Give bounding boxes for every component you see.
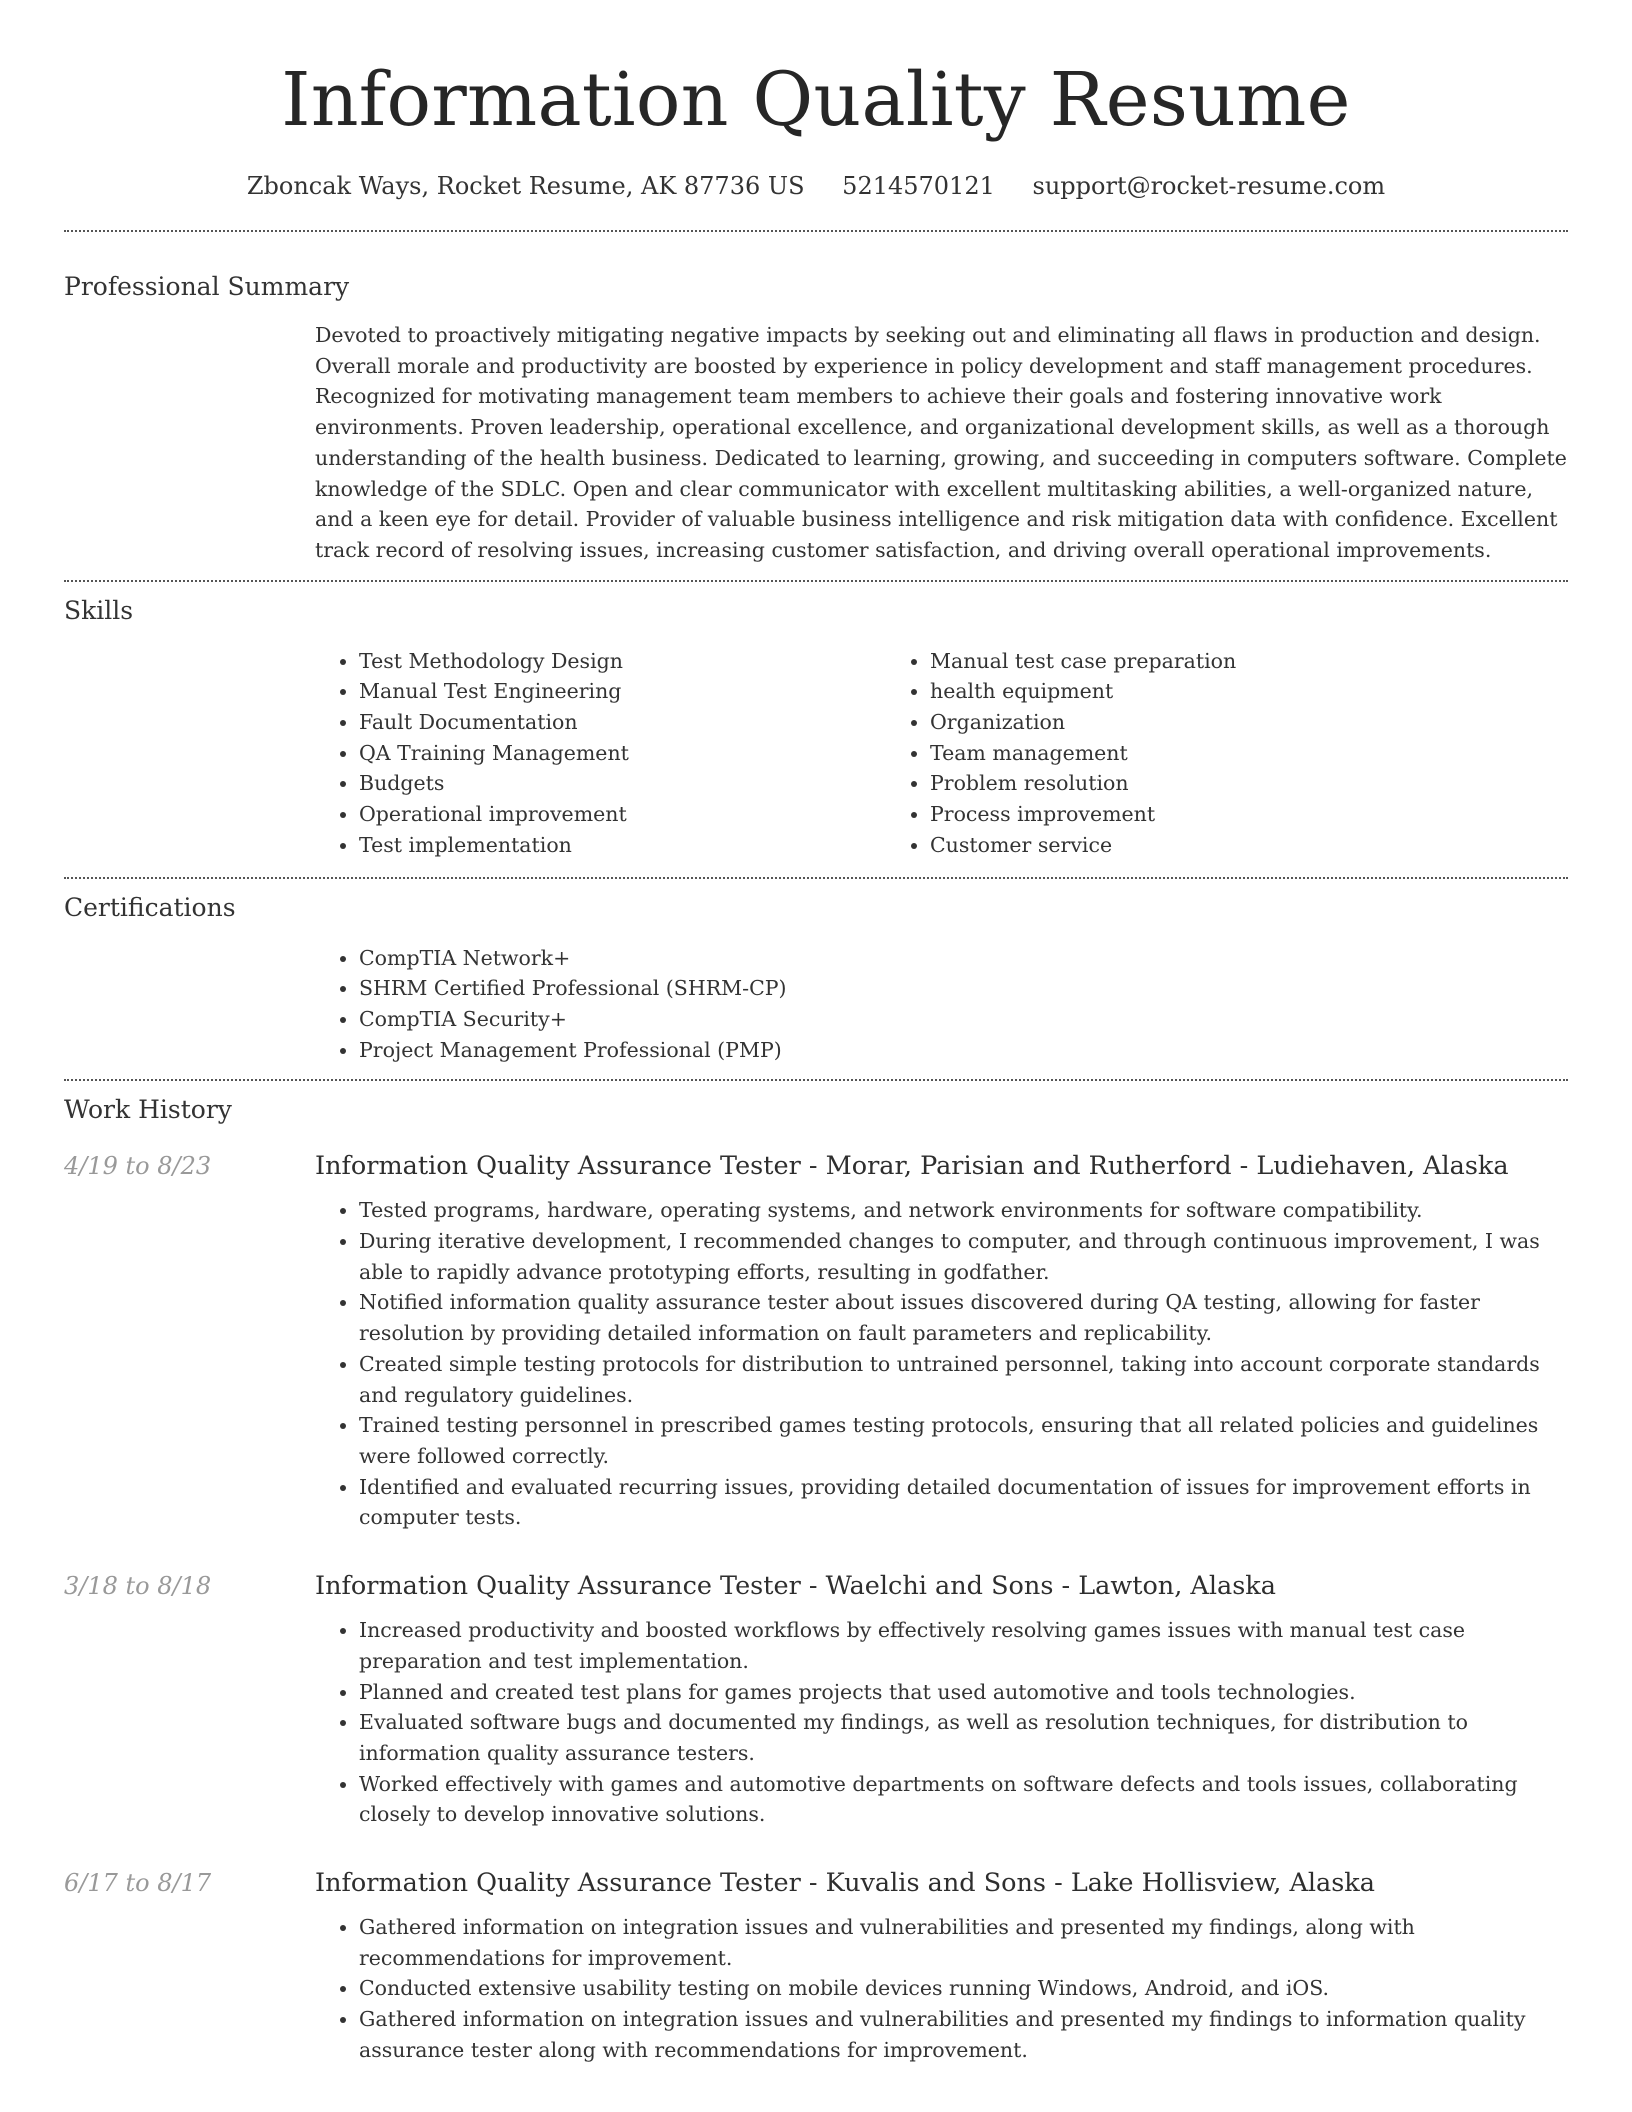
summary-text: Devoted to proactively mitigating negative impacts by seeking out and eliminating all flaws in production and design. Overall morale and productivity are boosted by experience in policy development and staff management procedures. Recognized for motivating management team members to achieve their goals and fostering innovative work environments. Proven leadership, operational excellence, and organizational development skills, as well as a thorough understanding of the health business. Dedicated to learning, growing, and succeeding in computers software. Complete knowledge of the SDLC. Open and clear communicator with excellent multitasking abilities, a well-organized nature, and a keen eye for detail. Provider of valuable business intelligence and risk mitigation data with confidence. Excellent track record of resolving issues, increasing customer satisfaction, and driving overall operational improvements. <box>315 323 1567 562</box>
contact-phone: 5214570121 <box>842 172 995 200</box>
certifications-list <box>315 943 1568 1066</box>
job-bullet: • Tested programs, hardware, operating systems, and network environments for software compatibility. <box>359 1195 1568 1226</box>
skills-column-right <box>886 646 1457 861</box>
skill-item: • Budgets <box>359 768 886 799</box>
certifications-heading: Certifications <box>64 892 236 922</box>
job-entry <box>64 1149 1568 1533</box>
job-bullet: • Conducted extensive usability testing on mobile devices running Windows, Android, and iOS. <box>359 1973 1568 2004</box>
skill-item: • QA Training Management <box>359 738 886 769</box>
job-bullet: • During iterative development, I recommended changes to computer, and through continuous improvement, I was able to rapidly advance prototyping efforts, resulting in godfather. <box>359 1226 1568 1287</box>
contact-address: Zboncak Ways, Rocket Resume, AK 87736 US <box>246 172 805 200</box>
skill-item: • health equipment <box>930 676 1457 707</box>
job-dates: 3/18 to 8/18 <box>64 1572 212 1601</box>
skill-item: • Manual Test Engineering <box>359 676 886 707</box>
job-bullet: • Identified and evaluated recurring issues, providing detailed documentation of issues for improvement efforts in computer tests. <box>359 1472 1568 1533</box>
skills-heading: Skills <box>64 595 134 625</box>
job-entry <box>64 1866 1568 2066</box>
contact-email: support@rocket-resume.com <box>1032 172 1386 200</box>
skill-item: • Operational improvement <box>359 799 886 830</box>
skill-item: • Test implementation <box>359 830 886 861</box>
job-dates: 4/19 to 8/23 <box>64 1152 212 1181</box>
job-dates: 6/17 to 8/17 <box>64 1869 212 1898</box>
job-bullet: • Notified information quality assurance tester about issues discovered during QA testing, allowing for faster resolution by providing detailed information on fault parameters and replicability. <box>359 1287 1568 1348</box>
job-heading: Information Quality Assurance Tester - Waelchi and Sons - Lawton, Alaska <box>315 1571 1276 1602</box>
skill-item: • Test Methodology Design <box>359 646 886 677</box>
job-bullet: • Worked effectively with games and automotive departments on software defects and tools issues, collaborating closely to develop innovative solutions. <box>359 1769 1568 1830</box>
skill-item: • Customer service <box>930 830 1457 861</box>
job-bullet: • Evaluated software bugs and documented my findings, as well as resolution techniques, for distribution to information quality assurance testers. <box>359 1707 1568 1768</box>
skills-column-left <box>315 646 886 861</box>
job-bullet: • Created simple testing protocols for distribution to untrained personnel, taking into account corporate standards and regulatory guidelines. <box>359 1349 1568 1410</box>
skill-item: • Manual test case preparation <box>930 646 1457 677</box>
resume-page <box>64 0 1568 2066</box>
job-bullets <box>315 1195 1568 1533</box>
certification-item: • SHRM Certified Professional (SHRM-CP) <box>359 973 1568 1004</box>
job-heading: Information Quality Assurance Tester - Kuvalis and Sons - Lake Hollisview, Alaska <box>315 1868 1375 1899</box>
job-bullets <box>315 1615 1568 1830</box>
job-bullet: • Gathered information on integration issues and vulnerabilities and presented my findings, along with recommendations for improvement. <box>359 1912 1568 1973</box>
contact-line <box>64 168 1568 204</box>
skill-item: • Fault Documentation <box>359 707 886 738</box>
job-bullet: • Trained testing personnel in prescribed games testing protocols, ensuring that all related policies and guidelines were followed correctly. <box>359 1410 1568 1471</box>
certification-item: • CompTIA Network+ <box>359 943 1568 974</box>
certifications-section <box>64 879 1568 1066</box>
work-history-section <box>64 1081 1568 2065</box>
skills-section <box>64 582 1568 861</box>
job-bullets <box>315 1912 1568 2066</box>
job-bullet: • Planned and created test plans for games projects that used automotive and tools technologies. <box>359 1677 1568 1708</box>
job-bullet: • Gathered information on integration issues and vulnerabilities and presented my findings to information quality assurance tester along with recommendations for improvement. <box>359 2004 1568 2065</box>
resume-title: Information Quality Resume <box>281 57 1351 143</box>
skills-list <box>315 646 1568 861</box>
skill-item: • Team management <box>930 738 1457 769</box>
summary-section <box>64 232 1568 566</box>
skill-item: • Process improvement <box>930 799 1457 830</box>
certification-item: • Project Management Professional (PMP) <box>359 1035 1568 1066</box>
work-history-heading: Work History <box>64 1095 232 1125</box>
skill-item: • Organization <box>930 707 1457 738</box>
job-heading: Information Quality Assurance Tester - Morar, Parisian and Rutherford - Ludiehaven, Alaska <box>315 1151 1509 1182</box>
summary-heading: Professional Summary <box>64 272 350 301</box>
job-bullet: • Increased productivity and boosted workflows by effectively resolving games issues with manual test case preparation and test implementation. <box>359 1615 1568 1676</box>
skill-item: • Problem resolution <box>930 768 1457 799</box>
certification-item: • CompTIA Security+ <box>359 1004 1568 1035</box>
job-entry <box>64 1569 1568 1830</box>
